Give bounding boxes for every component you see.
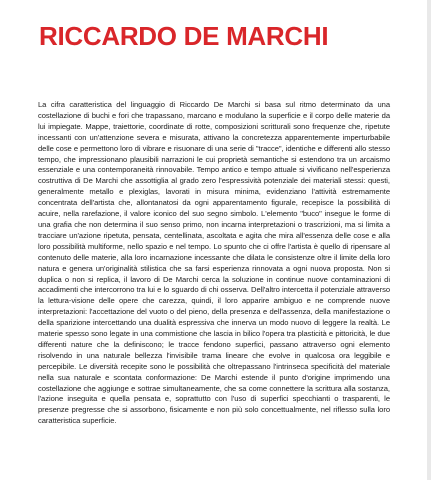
body-paragraph: La cifra caratteristica del linguaggio di Riccardo De Marchi si basa sul ritmo determinato da una costellazione di buchi e fori che trapassano, marcano e modulano la superficie e il corpo delle materie da lui impiegate. Mappe, traiettorie, coordinate di rotte, composizioni scritturali sono frequenze che, ripetute incessanti con un'attenzione severa e misurata, attivano la concretezza apparentemente imperturbabile delle cose e permettono loro di vibrare e risuonare di una serie di "tracce", identiche e differenti allo stesso tempo, che impressionano plausibili narrazioni le cui proprietà semantiche si estendono tra un arcaismo essenziale e una contemporaneità rinnovabile. Tempo antico e tempo attuale si vivificano nell'esperienza costruttiva di De Marchi che assottiglia al grado zero l'espressività potenziale dei materiali stessi: questi, generalmente metallo e plexiglas, lavorati in misura minima, evidenziano l'attività estremamente concentrata dell'artista che, allontanatosi da ogni apparentamento figurale, recepisce la possibilità di acuire, nella rarefazione, il valore iconico del suo segno simbolo. L'elemento "buco" insegue le forme di una grafia che non determina il suo senso primo, non incarna interpretazioni o trascrizioni, ma si limita a tracciare un'azione ripetuta, pensata, centellinata, ascoltata e agita che mira all'essenza delle cose e alla loro possibilità multiforme, nello spazio e nel tempo. Lo spunto che ci offre l'artista è quello di ripensare al contenuto delle materie, alla loro incarnazione incessante che dilata le consistenze oltre il limite della loro natura e genera un'originalità stilistica che sa farsi esperienza rinnovata a ogni nuova proposta. Non si duplica o non si replica, il lavoro di De Marchi cerca la soluzione in continue nuove contaminazioni di accadimenti che intercorrono tra lui e lo sguardo di chi osserva. Dell'altro intercetta il potenziale attraverso la lettura-visione delle opere che carezza, quindi, il loro apparire ambiguo e ne comprende nuove interpretazioni: l'accettazione del vuoto o del pieno, della presenza e dell'assenza, della manifestazione o della sparizione intercettando una dualità espressiva che innerva un modo nuovo di leggere la realtà. Le materie spesso sono legate in una commistione che lascia in bilico l'opera tra plasticità e pittoricità, le due differenti nature che la definiscono; le tracce fendono superfici, passano attraverso ogni elemento risolvendo in una naturale bellezza l'invisibile trama lineare che evolve in qualcosa ora leggibile e percepibile. Le diversità recepite sono le possibilità che oltrepassano l'intrinseca specificità del materiale nella sua naturale e scontata conformazione: De Marchi estende il punto d'origine imprimendo una costellazione che aggiunge e sottrae simultaneamente, che sa come connettere la scrittura alla sostanza, l'azione inseguita e quella pensata e, soprattutto con l'uso di superfici specchianti o trasparenti, le presenze pregresse che si assorbono, fisicamente e non più solo concettualmente, nel riflesso sulla loro caratteristica superficie. [38,100,390,426]
page-edge-divider [427,0,431,480]
page-title: RICCARDO DE MARCHI [39,21,329,51]
